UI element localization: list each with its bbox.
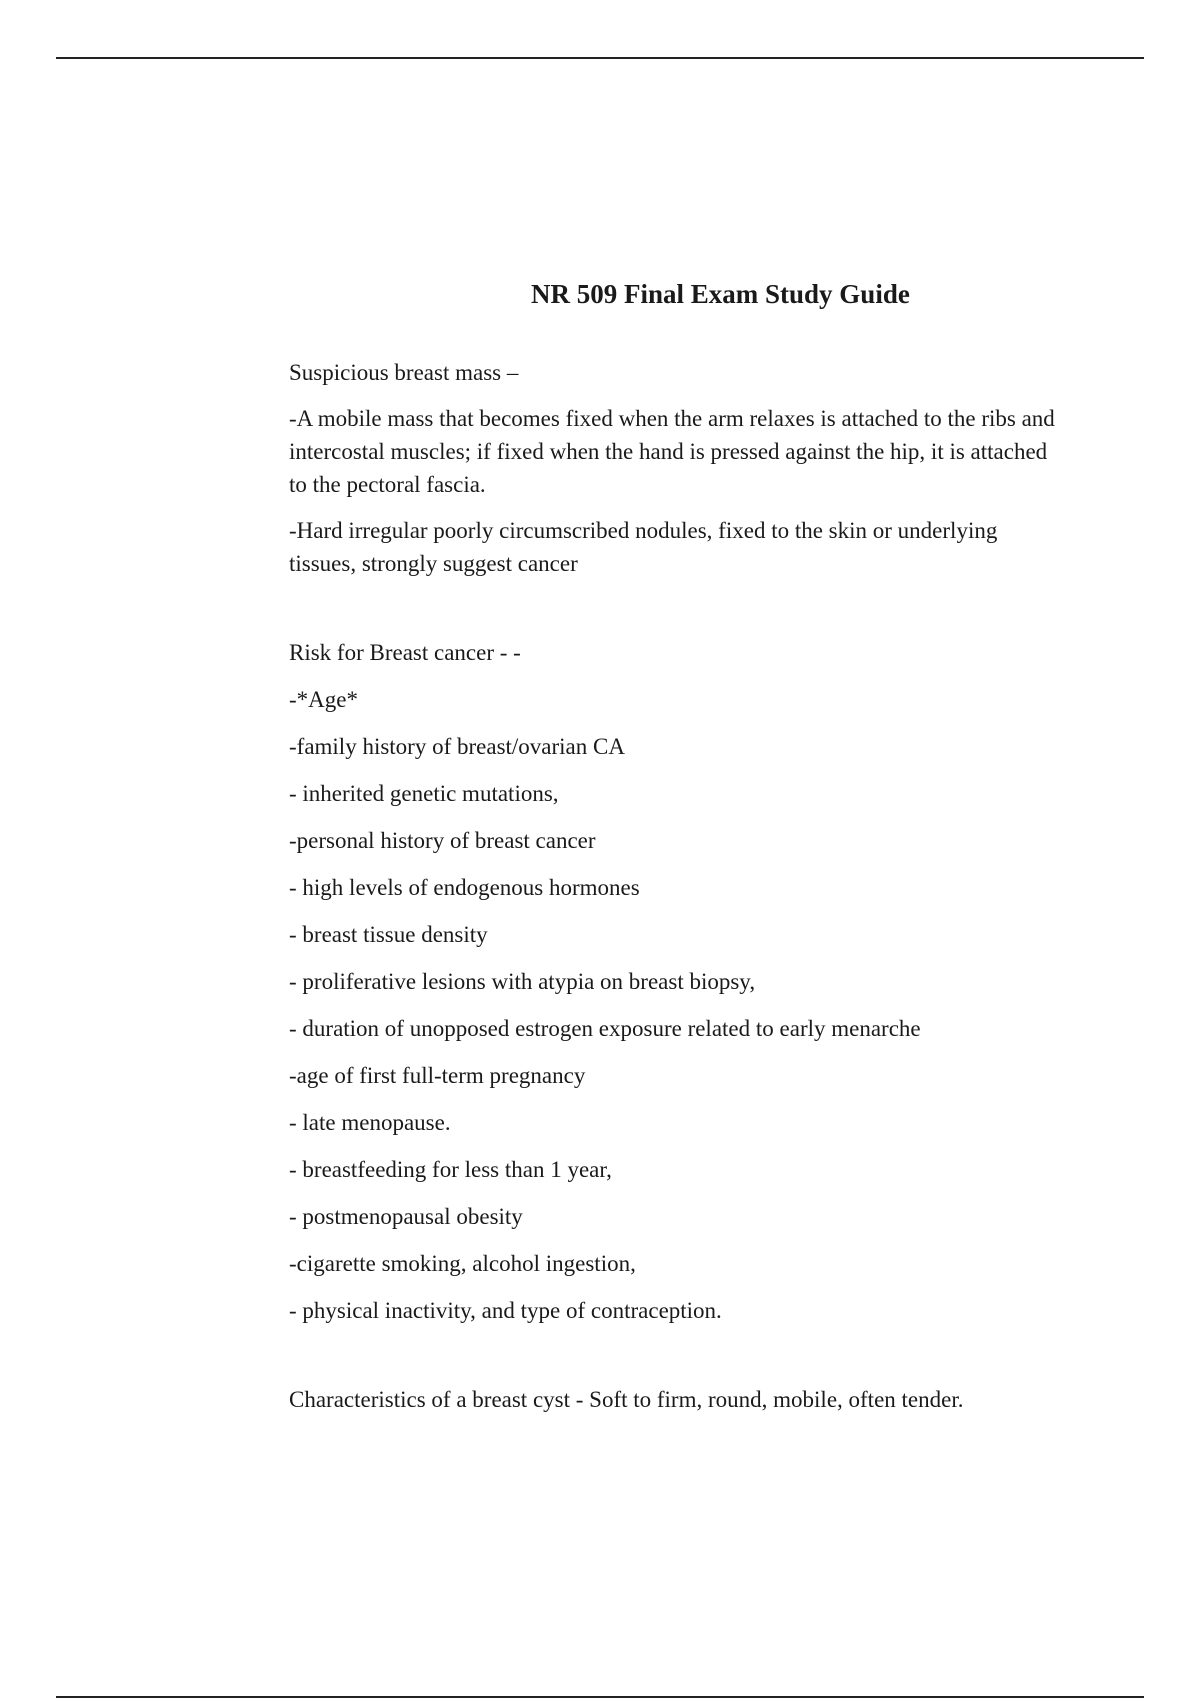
list-item: - proliferative lesions with atypia on breast biopsy,: [289, 969, 756, 994]
paragraph-line: intercostal muscles; if fixed when the hand is pressed against the hip, it is attached: [289, 439, 1048, 464]
list-item: - breastfeeding for less than 1 year,: [289, 1157, 612, 1182]
list-item: - high levels of endogenous hormones: [289, 875, 640, 900]
document-page: [289, 270, 1197, 1430]
list-item: - postmenopausal obesity: [289, 1204, 523, 1229]
list-item: - physical inactivity, and type of contraception.: [289, 1298, 722, 1323]
list-item: - breast tissue density: [289, 922, 488, 947]
top-rule: [56, 57, 1144, 59]
list-item: - duration of unopposed estrogen exposure related to early menarche: [289, 1016, 921, 1041]
list-item: -*Age*: [289, 687, 358, 712]
list-item: -cigarette smoking, alcohol ingestion,: [289, 1251, 636, 1276]
list-item: - inherited genetic mutations,: [289, 781, 559, 806]
section-risk: [289, 636, 1197, 1327]
paragraph-mobile-mass: [289, 402, 1197, 501]
list-item: - late menopause.: [289, 1110, 451, 1135]
section-breast-cyst: [289, 1383, 1197, 1416]
paragraph-line: -A mobile mass that becomes fixed when the arm relaxes is attached to the ribs and: [289, 406, 1055, 431]
document-title: NR 509 Final Exam Study Guide: [531, 279, 910, 309]
paragraph-line: to the pectoral fascia.: [289, 472, 486, 497]
paragraph-line: tissues, strongly suggest cancer: [289, 551, 578, 576]
cyst-characteristics: Characteristics of a breast cyst - Soft to firm, round, mobile, often tender.: [289, 1387, 964, 1412]
list-item: -age of first full-term pregnancy: [289, 1063, 586, 1088]
paragraph-line: -Hard irregular poorly circumscribed nodules, fixed to the skin or underlying: [289, 518, 998, 543]
list-item: -personal history of breast cancer: [289, 828, 596, 853]
paragraph-hard-nodules: [289, 514, 1197, 580]
section-heading: Risk for Breast cancer - -: [289, 640, 521, 665]
section-breast-mass: [289, 356, 1197, 389]
list-item: -family history of breast/ovarian CA: [289, 734, 625, 759]
bottom-rule: [56, 1696, 1144, 1698]
section-heading: Suspicious breast mass –: [289, 360, 519, 385]
